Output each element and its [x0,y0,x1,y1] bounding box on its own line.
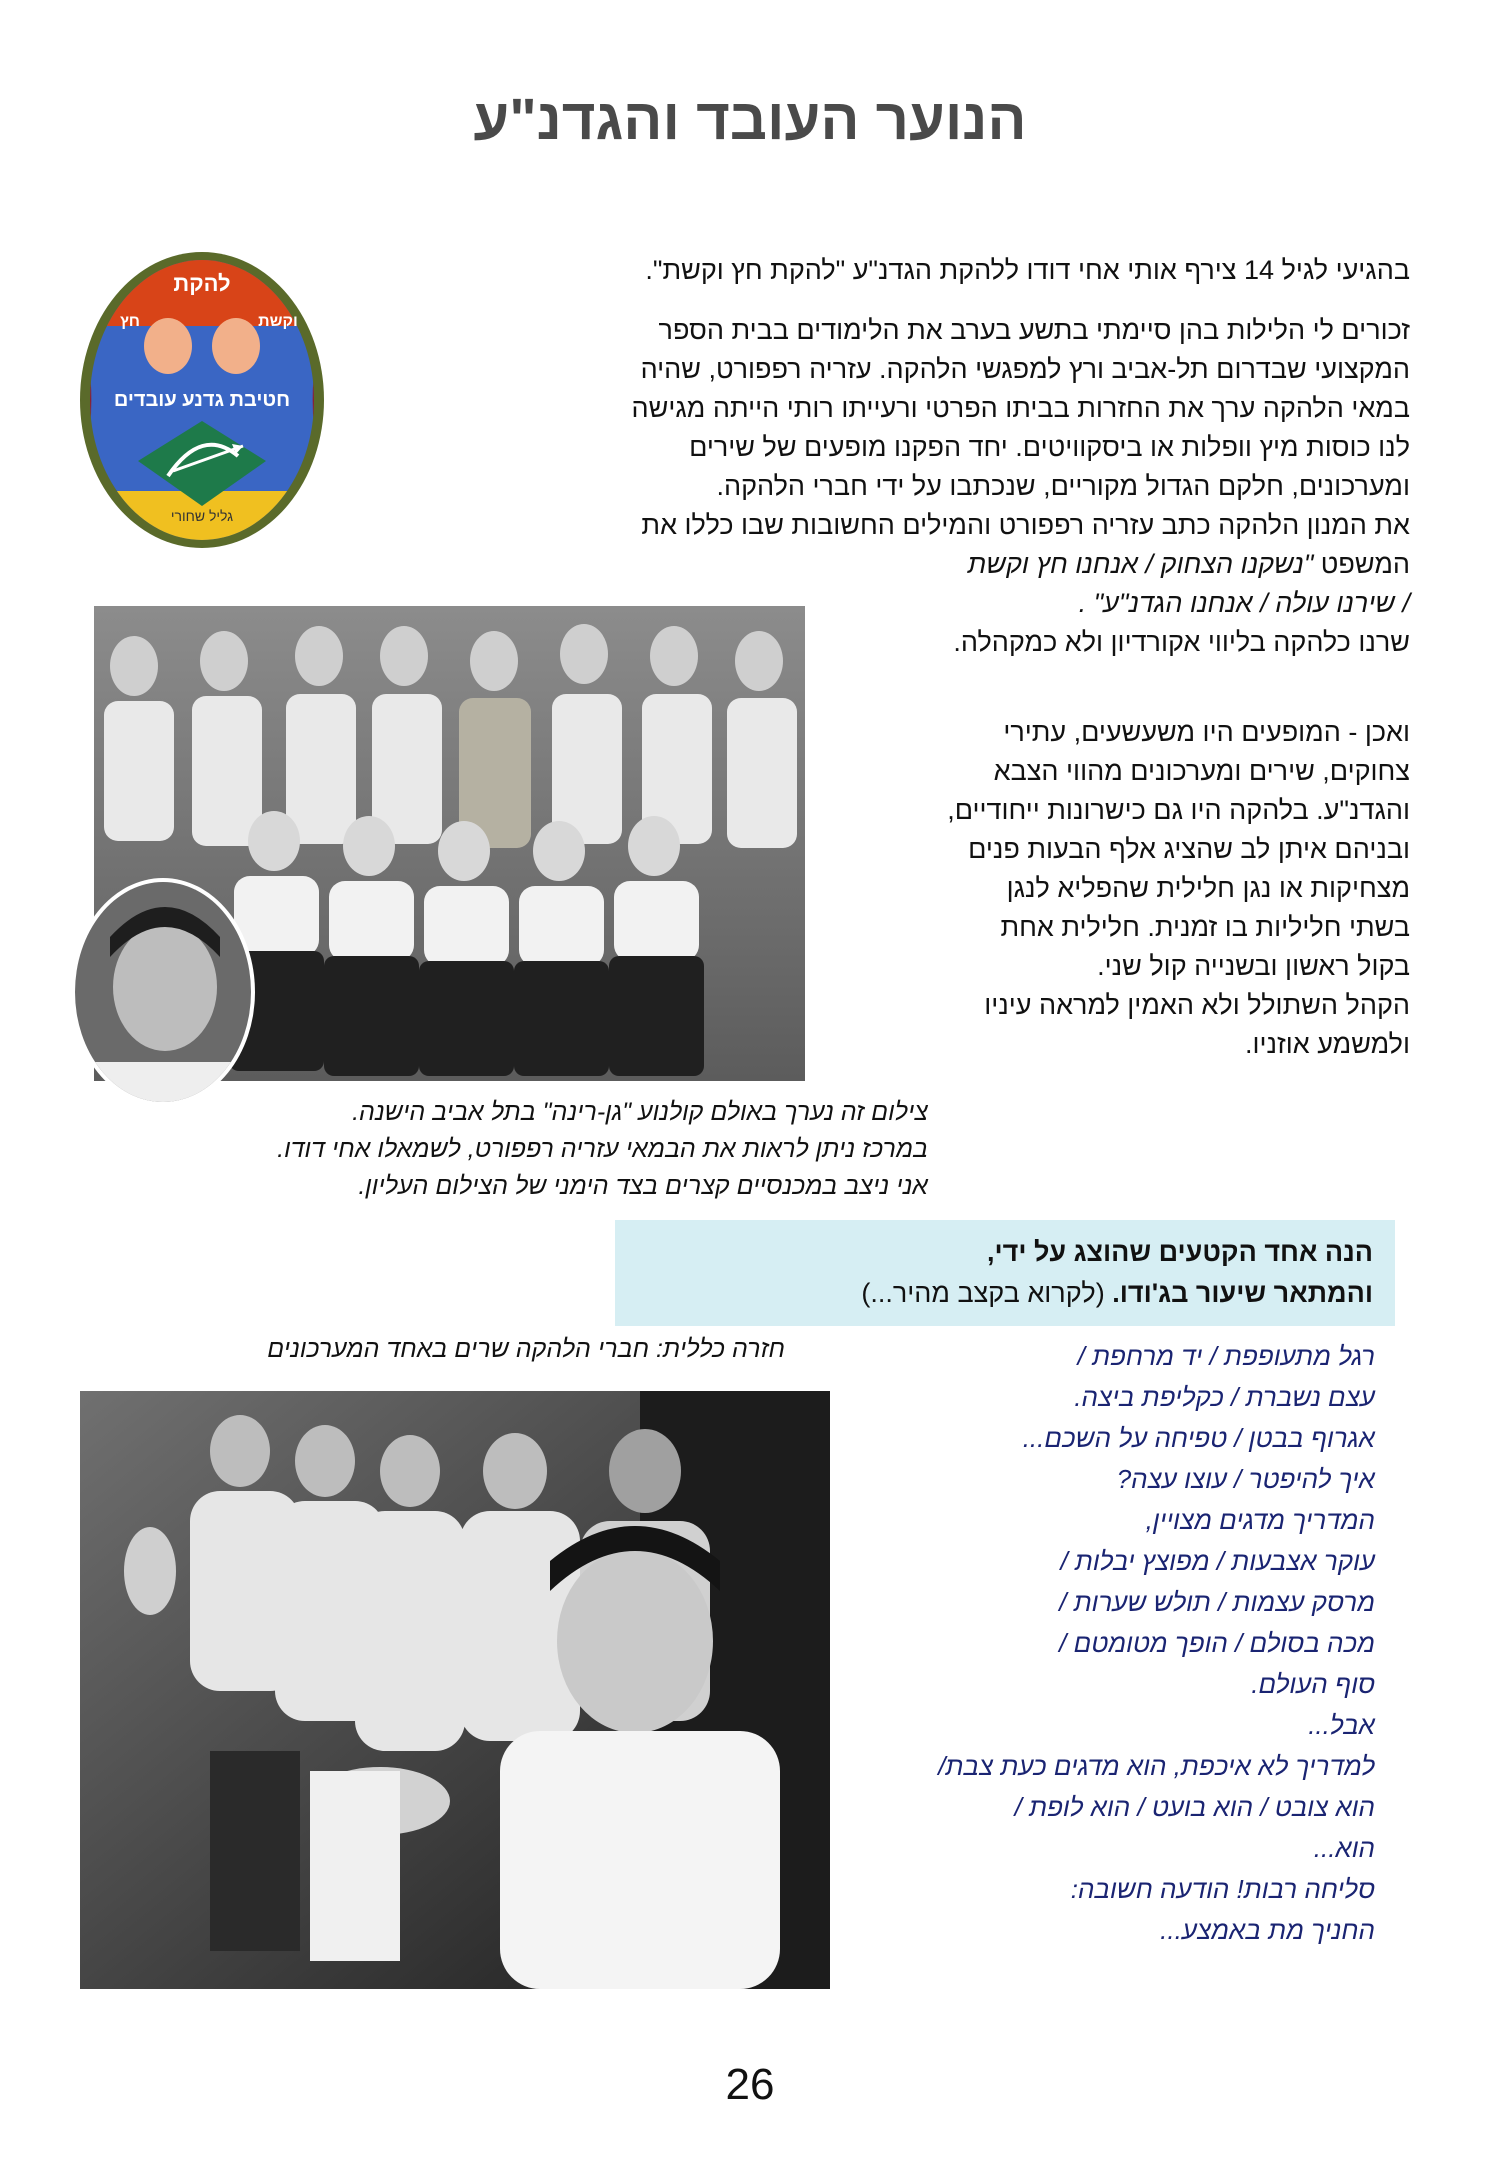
anthem-line-1 [820,545,1410,584]
rehearsal-photo [80,1391,830,1989]
sketch-line-2-bold: והמתאר שיעור בג'ודו. [1112,1278,1373,1308]
shows-line: בשתי חליליות בו זמנית. חלילית אחת [1000,912,1410,942]
shows-line: ובניהם איתן לב שהציג אלף הבעות פנים [968,834,1410,864]
shows-paragraph [820,713,1410,1064]
intro-line: המקצועי שבדרום תל-אביב ורץ למפגשי הלהקה. עזריה רפפורט, שהיה [640,354,1410,384]
badge-bottom-text: גליל שחורי [170,508,234,524]
portrait-icon [70,877,256,1107]
badge-left-text: חץ [119,313,141,330]
badge-right-text: וקשת [258,313,298,330]
shows-line: בקול ראשון ובשנייה קול שני. [1097,951,1410,981]
badge-emblem [78,251,326,549]
chorus-caption: חזרה כללית: חברי הלהקה שרים באחד המערכונים [267,1335,785,1363]
poem-line: רגל מתעופפת / יד מרחפת / [1077,1341,1375,1371]
shows-line: צחוקים, שירים ומערכונים מהווי הצבא [993,756,1410,786]
photo-caption [88,1094,928,1205]
poem-line: הוא צובט / הוא בועט / הוא לופת / [1014,1792,1375,1822]
shows-line: ואכן - המופעים היו משעשעים, עתירי [1003,717,1410,747]
caption-line: במרכז ניתן לראות את הבמאי עזריה רפפורט, לשמאלו אחי דודו. [277,1135,928,1163]
shows-line: הקהל השתולל ולא האמין למראה עיניו [984,990,1410,1020]
poem-line: סליחה רבות! הודעה חשובה: [1070,1874,1375,1904]
sang-line: שרנו כלהקה בליווי אקורדיון ולא כמקהלה. [953,627,1410,657]
intro-line: לנו כוסות מיץ וופלות או ביסקוויטים. יחד הפקנו מופעים של שירים [689,432,1410,462]
sketch-line-1 [637,1232,1373,1273]
sketch-line-1-text: הנה אחד הקטעים שהוצג על ידי, [986,1237,1373,1267]
portrait-photo [70,877,256,1107]
poem-line: אגרוף בבטן / טפיחה על השכם... [1022,1423,1375,1453]
intro-line: בהגיעי לגיל 14 צירף אותי אחי דודו ללהקת הגדנ"ע "להקת חץ וקשת". [645,255,1410,285]
poem-line: החניך מת באמצע... [1160,1915,1375,1945]
shows-line: ולמשמע אוזניו. [1244,1029,1410,1059]
intro-line: זכורים לי הלילות בהן סיימתי בתשע בערב את הלימודים בבית הספר [658,315,1410,345]
anthem-quote-1: "נשקנו הצחוק / אנחנו חץ וקשת [967,549,1314,579]
intro-paragraph-2 [340,311,1410,545]
anthem-quote-2: / שירנו עולה / אנחנו הגדנ"ע" . [1078,588,1410,618]
poem-line: אבל... [1308,1710,1375,1740]
shows-line: מצחיקות או נגן חלילית שהפליא לנגן [1006,873,1410,903]
page-title: הנוער העובד והגדנ"ע [473,87,1027,152]
poem-line: מרסק עצמות / תולש שערות / [1059,1587,1375,1617]
page-number: 26 [725,2060,775,2109]
intro-paragraph-1 [340,251,1410,290]
sketch-intro-box [615,1220,1395,1326]
poem-block [820,1336,1375,1951]
poem-line: איך להיפטר / עוצו עצה? [1116,1464,1375,1494]
intro-line: את המנון הלהקה כתב עזריה רפפורט והמילים החשובות שבו כללו את [641,510,1410,540]
poem-line: הוא... [1313,1833,1375,1863]
anthem-block [820,545,1410,662]
badge-icon [78,251,326,549]
caption-line: צילום זה נערך באולם קולנוע "גן-רינה" בתל אביב הישנה. [352,1098,928,1126]
intro-line: ומערכונים, חלקם הגדול מקוריים, שנכתבו על ידי חברי הלהקה. [716,471,1410,501]
rehearsal-photo-icon [80,1391,830,1989]
anthem-line-2 [820,584,1410,623]
shows-line: והגדנ"ע. בלהקה היו גם כישרונות ייחודיים, [947,795,1410,825]
sketch-line-2-rest: (לקרוא בקצב מהיר...) [861,1278,1113,1308]
anthem-prefix: המשפט [1320,549,1410,579]
poem-line: למדריך לא איכפת, הוא מדגים כעת צבת/ [938,1751,1375,1781]
poem-line: מכה בסולם / הופך מטומטם / [1059,1628,1375,1658]
badge-top-text: להקת [173,271,231,296]
sketch-line-2 [637,1273,1373,1314]
poem-line: המדריך מדגים מצויין, [1145,1505,1375,1535]
caption-line: אני ניצב במכנסיים קצרים בצד הימני של הצילום העליון. [358,1172,928,1200]
intro-line: במאי הלהקה ערך את החזרות בביתו הפרטי ורעייתו רותי הייתה מגישה [631,393,1410,423]
poem-line: סוף העולם. [1251,1669,1375,1699]
poem-line: עוקר אצבעות / מפוצץ יבלות / [1060,1546,1375,1576]
badge-middle-text: חטיבת גדנע עובדים [113,389,291,411]
poem-line: עצם נשברת / כקליפת ביצה. [1074,1382,1375,1412]
